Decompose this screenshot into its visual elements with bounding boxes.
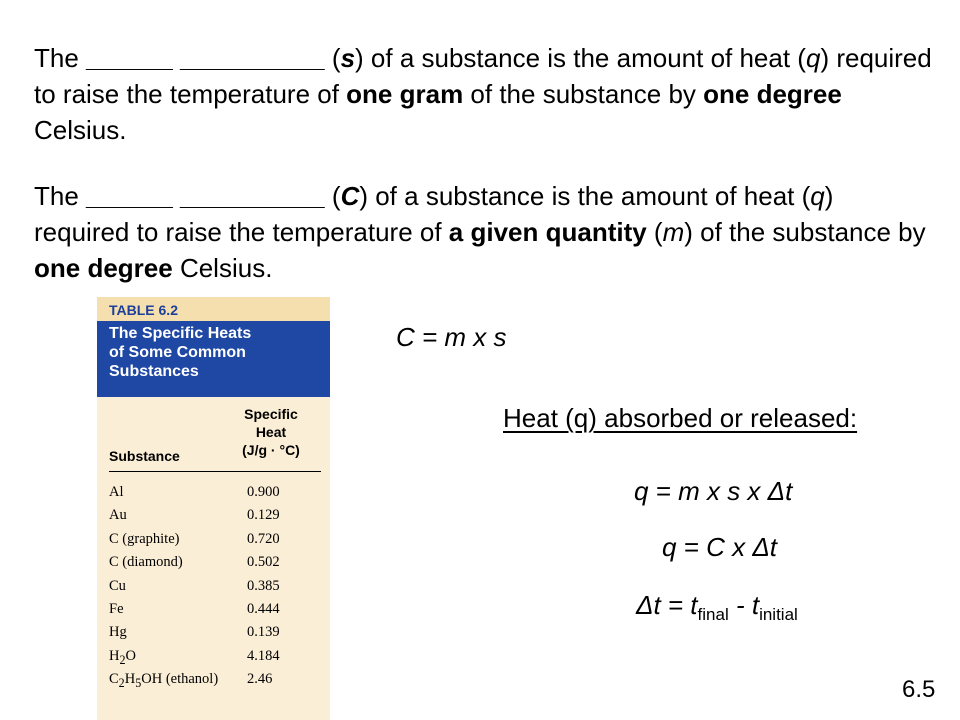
formula-part: H (109, 647, 120, 664)
table-label: TABLE 6.2 (97, 297, 330, 321)
table-row (109, 575, 321, 598)
formula-subscript: initial (759, 605, 798, 624)
specific-heat-definition (34, 40, 934, 148)
specific-heat-value: 2.46 (247, 671, 273, 688)
formula-part: Δt = t (636, 590, 698, 620)
text-segment: of the substance by (463, 79, 704, 109)
table-row (109, 668, 321, 691)
blank-2: __________ (180, 43, 325, 73)
symbol-s: s (340, 43, 356, 73)
symbol-c: C (340, 181, 360, 211)
specific-heat-value: 0.139 (247, 624, 280, 641)
specific-heat-value: 0.129 (247, 507, 280, 524)
word-the: The (34, 43, 79, 73)
open-paren: ( (331, 43, 341, 73)
substance-name (109, 668, 218, 695)
table-row (109, 621, 321, 644)
specific-heat-value: 0.444 (247, 600, 280, 617)
text-segment: ) of the substance by (684, 217, 926, 247)
table-row (109, 551, 321, 574)
substance-name: Hg (109, 624, 127, 641)
formula-subscript: 5 (135, 676, 142, 691)
specific-heat-value: 0.720 (247, 530, 280, 547)
table-row (109, 598, 321, 621)
formula-subscript: final (697, 605, 729, 624)
caption-line: The Specific Heats (109, 325, 252, 342)
caption-line: Substances (109, 363, 199, 380)
formula-subscript: 2 (119, 652, 126, 667)
header-line: Specific (244, 406, 298, 422)
specific-heat-value: 0.900 (247, 484, 280, 500)
bold-one-gram: one gram (346, 79, 464, 109)
substance-name: Cu (109, 577, 126, 594)
formula-part: O (125, 647, 137, 664)
specific-heat-value: 0.385 (247, 577, 280, 594)
table-caption (97, 321, 330, 397)
header-substance: Substance (109, 448, 180, 464)
caption-line: of Some Common (109, 344, 246, 361)
symbol-q: q (805, 43, 821, 73)
text-segment: ( (646, 217, 663, 247)
formula-part: H (124, 671, 136, 688)
open-paren: ( (331, 181, 341, 211)
heat-capacity-formula: C = m x s (396, 322, 507, 352)
text-segment: ) of a substance is the amount of heat ( (355, 43, 806, 73)
symbol-m: m (662, 217, 685, 247)
substance-name: Fe (109, 600, 124, 617)
table-row (109, 645, 321, 668)
word-the: The (34, 181, 79, 211)
delta-t-formula (636, 590, 798, 624)
substance-name: Au (109, 507, 127, 524)
specific-heat-value: 4.184 (247, 647, 280, 664)
formula-part: - t (728, 590, 760, 620)
heat-formula-capacity: q = C x Δt (662, 532, 777, 562)
symbol-q: q (810, 181, 825, 211)
text-segment: ) required to raise the temperature of (34, 181, 834, 247)
text-segment: Celsius. (34, 115, 127, 145)
specific-heat-value: 0.502 (247, 554, 280, 571)
table-row (109, 528, 321, 551)
table-body (109, 481, 321, 692)
table-header (109, 401, 321, 471)
heat-capacity-definition (34, 178, 934, 286)
formula-part: C (109, 671, 119, 688)
header-specific-heat (221, 405, 321, 459)
header-divider (109, 471, 321, 472)
header-line: (J/g · °C) (242, 442, 300, 458)
text-segment: ) of a substance is the amount of heat ( (359, 181, 811, 211)
bold-one-degree: one degree (34, 253, 173, 283)
blank-1: ______ (86, 43, 173, 73)
table-row (109, 481, 321, 504)
substance-name: Al (109, 484, 124, 500)
formula-subscript: 2 (118, 676, 125, 691)
table-row (109, 504, 321, 527)
text-segment: Celsius. (172, 253, 273, 283)
blank-1: ______ (86, 181, 173, 211)
text-segment: ) required to raise the temperature of (34, 43, 932, 109)
bold-one-degree: one degree (703, 79, 842, 109)
heat-absorbed-heading: Heat (q) absorbed or released: (503, 403, 858, 433)
page-number: 6.5 (902, 676, 936, 703)
blank-2: __________ (180, 181, 325, 211)
header-line: Heat (255, 424, 287, 440)
specific-heats-table (97, 297, 330, 720)
formula-part: OH (ethanol) (141, 671, 219, 688)
heat-formula-specific: q = m x s x Δt (634, 476, 793, 506)
substance-name: C (graphite) (109, 530, 180, 547)
substance-name: C (diamond) (109, 554, 183, 571)
bold-given-quantity: a given quantity (448, 217, 647, 247)
